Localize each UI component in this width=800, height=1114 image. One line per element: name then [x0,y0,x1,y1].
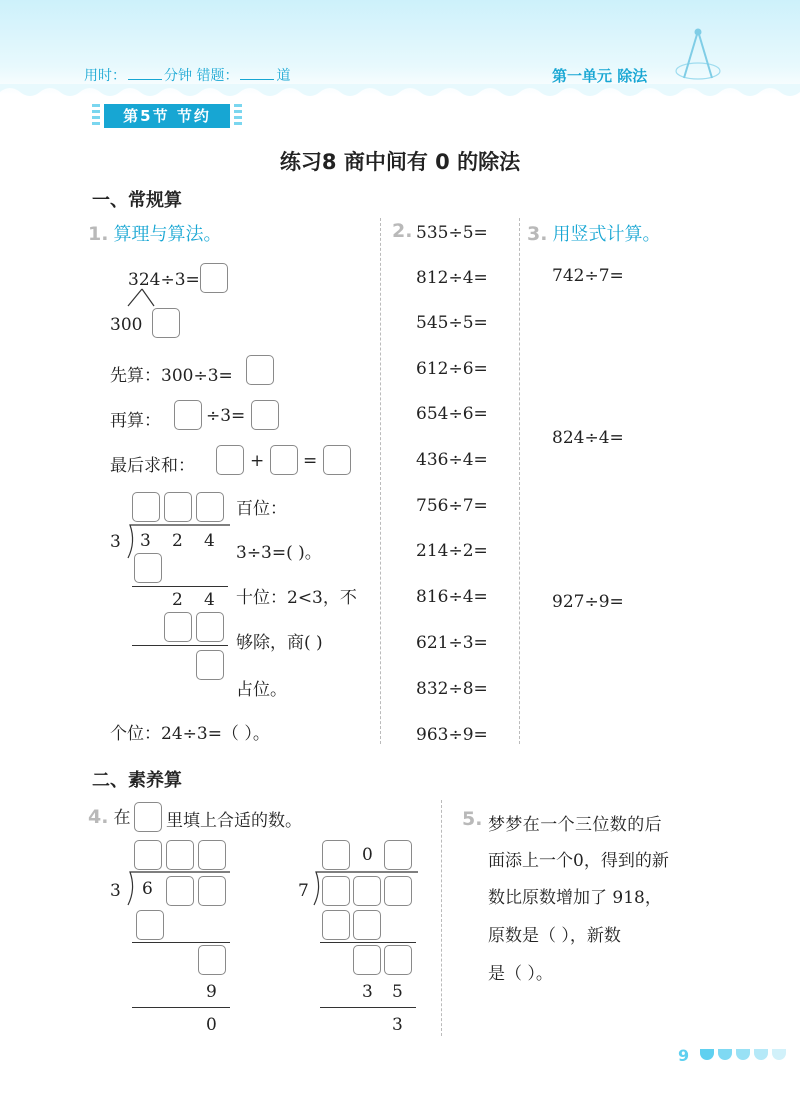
equals-sign: = [303,451,318,471]
q2-item: 612÷6= [416,359,488,379]
q2-item: 812÷4= [416,268,488,288]
partial-box[interactable] [353,945,381,975]
q3-header [527,220,661,246]
tag-stripe-right [234,104,242,128]
q4-right-row4-digit: 3 [362,982,373,1002]
answer-box[interactable] [323,445,351,475]
time-blank[interactable] [128,67,162,80]
division-line [132,942,230,943]
partial-box[interactable] [196,612,224,642]
quotient-box[interactable] [134,840,162,870]
partial-box[interactable] [353,910,381,940]
dividend-box[interactable] [322,876,350,906]
partial-box[interactable] [136,910,164,940]
q2-item: 654÷6= [416,404,488,424]
division-line [132,586,228,587]
quotient-box[interactable] [166,840,194,870]
q1-header [88,220,222,246]
q4-right-remainder: 3 [392,1015,403,1035]
part1-title: 一、常规算 [92,190,182,211]
split-lines [118,288,158,308]
minute-label: 分钟 [164,68,192,84]
q2-item: 545÷5= [416,313,488,333]
decor-cup-icon [772,1049,786,1060]
tens-line1: 十位：2<3，不 [236,588,357,608]
q2-item: 963÷9= [416,725,488,745]
dividend-digit: 4 [204,531,215,551]
division-line [132,1007,230,1008]
part2-title: 二、素养算 [92,770,182,791]
decor-cup-icon [700,1049,714,1060]
q5-line: 是（ ）。 [488,964,553,984]
column-divider [380,218,381,744]
section-tag [92,104,242,128]
partial-digit: 2 [172,590,183,610]
column-divider [519,218,520,744]
q4-left-row4: 9 [206,982,217,1002]
q1-title: 算理与算法。 [113,224,222,245]
q4-left-remainder: 0 [206,1015,217,1035]
partial-box[interactable] [322,910,350,940]
q2-item: 756÷7= [416,496,488,516]
errors-label: 错题： [196,68,239,84]
q3-item: 927÷9= [552,592,624,612]
q2-item: 816÷4= [416,587,488,607]
q4-right-quotient-mid: 0 [362,845,373,865]
decor-cup-icon [754,1049,768,1060]
q5-line: 原数是（ ），新数 [488,926,621,946]
page-title: 练习8 商中间有 0 的除法 [279,150,521,174]
q1-number: 1. [88,223,109,245]
compass-icon [668,26,728,86]
sample-box [134,802,162,832]
remainder-box[interactable] [196,650,224,680]
question-unit: 道 [276,68,291,84]
quotient-box[interactable] [322,840,350,870]
division-line [320,942,416,943]
errors-blank[interactable] [240,67,274,80]
quotient-box[interactable] [198,840,226,870]
partial-box[interactable] [134,553,162,583]
q4-right-row4-digit: 5 [392,982,403,1002]
q1-split: 300 [110,315,143,335]
dividend-box[interactable] [384,876,412,906]
unit-label: 第一单元 除法 [552,67,648,85]
q2-item: 436÷4= [416,450,488,470]
q5-line: 梦梦在一个三位数的后 [488,815,662,835]
dividend-box[interactable] [198,876,226,906]
q2-item: 832÷8= [416,679,488,699]
partial-digit: 4 [204,590,215,610]
q1-then-tail: ÷3= [206,406,246,426]
q4-title-post: 里填上合适的数。 [166,811,302,831]
answer-box[interactable] [216,445,244,475]
plus-sign: + [250,451,265,471]
q4-left-dividend-first: 6 [142,879,153,899]
q3-number: 3. [527,223,548,245]
q3-item: 824÷4= [552,428,624,448]
decor-cup-icon [736,1049,750,1060]
tag-stripe-left [92,104,100,128]
header-info [84,65,290,85]
quotient-box[interactable] [196,492,224,522]
division-line [132,645,228,646]
partial-box[interactable] [198,945,226,975]
q4-header [88,803,131,828]
answer-box[interactable] [152,308,180,338]
division-line [320,1007,416,1008]
quotient-box[interactable] [132,492,160,522]
hundreds-expr: 3÷3=( )。 [236,543,322,563]
q3-item: 742÷7= [552,266,624,286]
ones-line: 个位：24÷3=（ ）。 [110,724,270,744]
section-title: 第5节 节约 [104,104,230,128]
q5-number: 5. [462,808,483,830]
dividend-box[interactable] [353,876,381,906]
q1-then-label: 再算： [110,411,161,431]
q1-divisor: 3 [110,532,121,552]
column-divider [441,800,442,1036]
banner-wave [0,84,800,100]
q1-expr: 324÷3= [128,270,200,290]
q2-item: 535÷5= [416,223,488,243]
time-label: 用时： [84,68,126,84]
dividend-box[interactable] [166,876,194,906]
q1-sum-label: 最后求和： [110,456,195,476]
dividend-digit: 3 [140,531,151,551]
q3-title: 用竖式计算。 [552,224,661,245]
tens-line2: 够除，商( ) [236,633,323,653]
q4-title-pre: 在 [113,808,131,828]
quotient-box[interactable] [384,840,412,870]
q5-line: 面添上一个0，得到的新 [488,851,669,871]
hundreds-label: 百位： [236,499,287,519]
q2-item: 621÷3= [416,633,488,653]
q4-left-divisor: 3 [110,881,121,901]
q2-number: 2. [392,220,413,242]
answer-box[interactable] [246,355,274,385]
partial-box[interactable] [384,945,412,975]
q4-right-divisor: 7 [298,881,309,901]
dividend-digit: 2 [172,531,183,551]
partial-box[interactable] [164,612,192,642]
tens-line3: 占位。 [236,680,287,700]
answer-box[interactable] [174,400,202,430]
q1-first-step: 先算：300÷3= [110,366,233,386]
answer-box[interactable] [251,400,279,430]
answer-box[interactable] [200,263,228,293]
quotient-box[interactable] [164,492,192,522]
decor-cup-icon [718,1049,732,1060]
q4-number: 4. [88,806,109,828]
page-number: 9 [678,1046,690,1065]
q5-line: 数比原数增加了 918， [488,888,662,908]
answer-box[interactable] [270,445,298,475]
q2-item: 214÷2= [416,541,488,561]
